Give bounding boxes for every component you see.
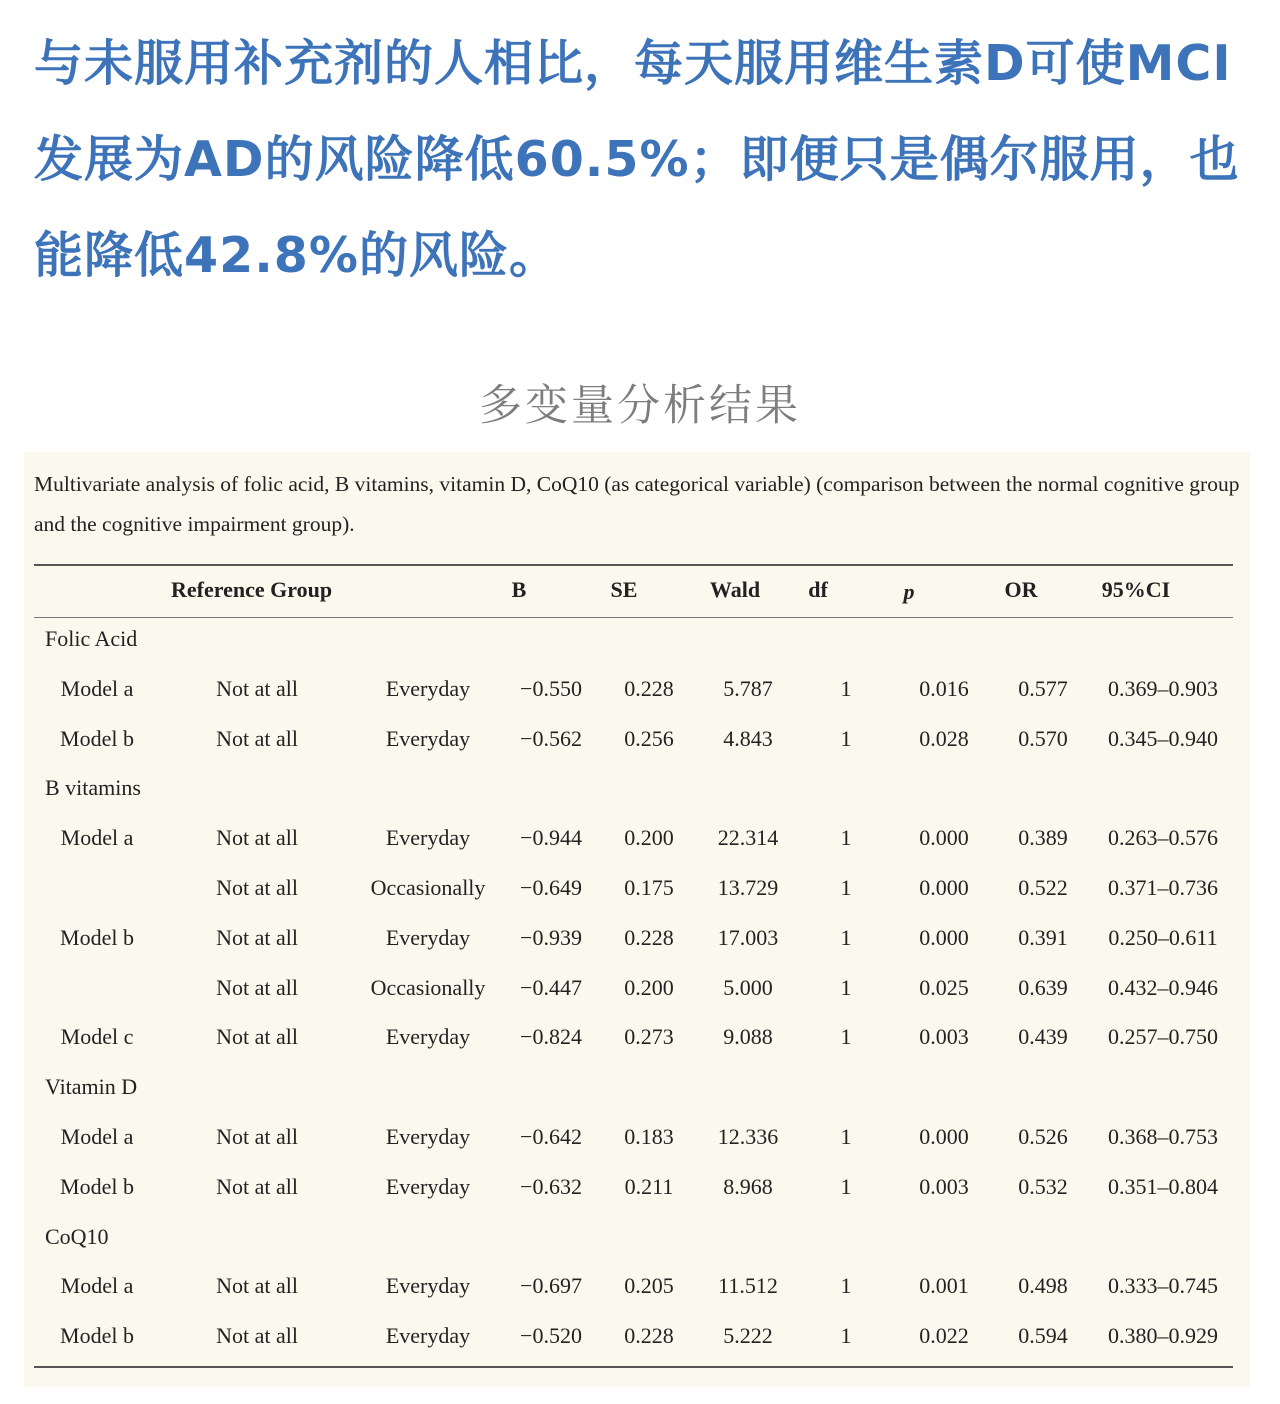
- cell-95ci: 0.371–0.736: [1108, 875, 1218, 900]
- cell-comparison: Occasionally: [370, 875, 486, 900]
- cell-or: 0.439: [1018, 1024, 1068, 1049]
- cell-p: 0.000: [919, 1124, 969, 1149]
- cell-reference: Not at all: [216, 726, 298, 751]
- cell-b: −0.944: [520, 825, 582, 850]
- cell-df: 1: [840, 825, 852, 850]
- header-p: p: [903, 579, 915, 604]
- cell-se: 0.256: [624, 726, 674, 751]
- cell-wald: 11.512: [718, 1273, 778, 1298]
- cell-comparison: Everyday: [385, 726, 471, 751]
- cell-or: 0.532: [1018, 1174, 1068, 1199]
- cell-95ci: 0.333–0.745: [1108, 1273, 1218, 1298]
- cell-b: −0.697: [520, 1273, 582, 1298]
- cell-wald: 4.843: [723, 726, 773, 751]
- cell-reference: Not at all: [216, 1024, 298, 1049]
- header-wald: Wald: [709, 577, 761, 602]
- cell-reference: Not at all: [216, 1273, 298, 1298]
- cell-se: 0.228: [624, 925, 674, 950]
- cell-wald: 12.336: [717, 1124, 779, 1149]
- cell-wald: 9.088: [723, 1024, 773, 1049]
- cell-b: −0.649: [520, 875, 582, 900]
- cell-95ci: 0.257–0.750: [1108, 1024, 1218, 1049]
- cell-p: 0.000: [919, 925, 969, 950]
- cell-reference: Not at all: [216, 975, 298, 1000]
- headline: 与未服用补充剂的人相比，每天服用维生素D可使MCI发展为AD的风险降低60.5%；即便只是偶尔服用，也能降低42.8%的风险。: [34, 35, 1240, 284]
- cell-95ci: 0.345–0.940: [1108, 726, 1218, 751]
- cell-95ci: 0.250–0.611: [1108, 925, 1218, 950]
- header-se: SE: [610, 577, 638, 602]
- cell-se: 0.183: [624, 1124, 674, 1149]
- cell-se: 0.211: [624, 1174, 674, 1199]
- cell-se: 0.273: [624, 1024, 674, 1049]
- cell-b: −0.939: [520, 925, 582, 950]
- group-label: CoQ10: [45, 1224, 109, 1249]
- cell-p: 0.000: [919, 875, 969, 900]
- cell-df: 1: [840, 1124, 852, 1149]
- cell-b: −0.447: [520, 975, 582, 1000]
- cell-df: 1: [840, 1273, 852, 1298]
- cell-df: 1: [840, 1024, 852, 1049]
- header-reference-group: Reference Group: [171, 577, 333, 602]
- table-top-rule: [34, 564, 1233, 566]
- cell-b: −0.642: [520, 1124, 582, 1149]
- header-or: OR: [1004, 577, 1038, 602]
- cell-95ci: 0.432–0.946: [1108, 975, 1218, 1000]
- cell-b: −0.824: [520, 1024, 582, 1049]
- cell-se: 0.175: [624, 875, 674, 900]
- cell-p: 0.016: [919, 676, 969, 701]
- cell-p: 0.000: [919, 825, 969, 850]
- cell-b: −0.550: [520, 676, 582, 701]
- cell-df: 1: [840, 925, 852, 950]
- cell-p: 0.025: [919, 975, 969, 1000]
- table-bottom-rule: [34, 1366, 1233, 1368]
- cell-se: 0.228: [624, 676, 674, 701]
- cell-df: 1: [840, 676, 852, 701]
- cell-or: 0.498: [1018, 1273, 1068, 1298]
- cell-df: 1: [840, 975, 852, 1000]
- header-95ci: 95%CI: [1101, 577, 1171, 602]
- cell-or: 0.594: [1018, 1323, 1068, 1348]
- cell-p: 0.003: [919, 1024, 969, 1049]
- cell-wald: 5.222: [723, 1323, 773, 1348]
- cell-comparison: Everyday: [385, 1323, 471, 1348]
- cell-95ci: 0.263–0.576: [1108, 825, 1218, 850]
- cell-wald: 13.729: [717, 875, 779, 900]
- cell-comparison: Everyday: [385, 1273, 471, 1298]
- cell-95ci: 0.380–0.929: [1108, 1323, 1218, 1348]
- cell-model: Model b: [60, 726, 134, 751]
- cell-p: 0.028: [919, 726, 969, 751]
- cell-se: 0.228: [624, 1323, 674, 1348]
- group-label: Vitamin D: [45, 1074, 138, 1099]
- cell-comparison: Everyday: [385, 1124, 471, 1149]
- cell-or: 0.570: [1018, 726, 1068, 751]
- cell-comparison: Everyday: [385, 676, 471, 701]
- cell-model: Model c: [60, 1024, 134, 1049]
- cell-model: Model b: [60, 1323, 134, 1348]
- cell-wald: 22.314: [717, 825, 779, 850]
- group-label: B vitamins: [45, 775, 141, 800]
- cell-or: 0.639: [1018, 975, 1068, 1000]
- cell-se: 0.205: [624, 1273, 674, 1298]
- cell-reference: Not at all: [216, 1174, 298, 1199]
- cell-df: 1: [840, 875, 852, 900]
- cell-reference: Not at all: [216, 1323, 298, 1348]
- cell-reference: Not at all: [216, 676, 298, 701]
- cell-or: 0.577: [1018, 676, 1068, 701]
- cell-df: 1: [840, 726, 852, 751]
- cell-model: Model a: [60, 1124, 134, 1149]
- cell-b: −0.520: [520, 1323, 582, 1348]
- cell-se: 0.200: [624, 825, 674, 850]
- cell-wald: 17.003: [717, 925, 779, 950]
- cell-95ci: 0.351–0.804: [1108, 1174, 1218, 1199]
- cell-se: 0.200: [624, 975, 674, 1000]
- cell-model: Model a: [60, 676, 134, 701]
- cell-model: Model b: [60, 1174, 134, 1199]
- cell-p: 0.022: [919, 1323, 969, 1348]
- cell-reference: Not at all: [216, 875, 298, 900]
- cell-comparison: Occasionally: [370, 975, 486, 1000]
- cell-comparison: Everyday: [385, 925, 471, 950]
- cell-wald: 5.787: [723, 676, 773, 701]
- cell-model: Model a: [60, 825, 134, 850]
- cell-model: Model b: [60, 925, 134, 950]
- cell-wald: 8.968: [723, 1174, 773, 1199]
- cell-95ci: 0.369–0.903: [1108, 676, 1218, 701]
- cell-df: 1: [840, 1323, 852, 1348]
- cell-p: 0.003: [919, 1174, 969, 1199]
- cell-b: −0.562: [520, 726, 582, 751]
- cell-b: −0.632: [520, 1174, 582, 1199]
- table-caption: Multivariate analysis of folic acid, B vitamins, vitamin D, CoQ10 (as categorical variable) (comparison between the normal cognitive group and the cognitive impairment group).: [34, 472, 1240, 536]
- cell-model: Model a: [60, 1273, 134, 1298]
- cell-or: 0.391: [1018, 925, 1068, 950]
- figure-subtitle: 多变量分析结果: [479, 381, 801, 431]
- cell-or: 0.526: [1018, 1124, 1068, 1149]
- cell-reference: Not at all: [216, 825, 298, 850]
- cell-comparison: Everyday: [385, 1174, 471, 1199]
- cell-95ci: 0.368–0.753: [1108, 1124, 1218, 1149]
- cell-or: 0.389: [1018, 825, 1068, 850]
- cell-reference: Not at all: [216, 925, 298, 950]
- cell-or: 0.522: [1018, 875, 1068, 900]
- cell-comparison: Everyday: [385, 825, 471, 850]
- cell-df: 1: [840, 1174, 852, 1199]
- cell-p: 0.001: [919, 1273, 969, 1298]
- header-df: df: [808, 577, 828, 602]
- table-header-rule: [34, 617, 1233, 618]
- cell-reference: Not at all: [216, 1124, 298, 1149]
- cell-wald: 5.000: [723, 975, 773, 1000]
- table-figure: [24, 452, 1250, 1387]
- cell-comparison: Everyday: [385, 1024, 471, 1049]
- group-label: Folic Acid: [45, 626, 138, 651]
- header-b: B: [511, 577, 527, 602]
